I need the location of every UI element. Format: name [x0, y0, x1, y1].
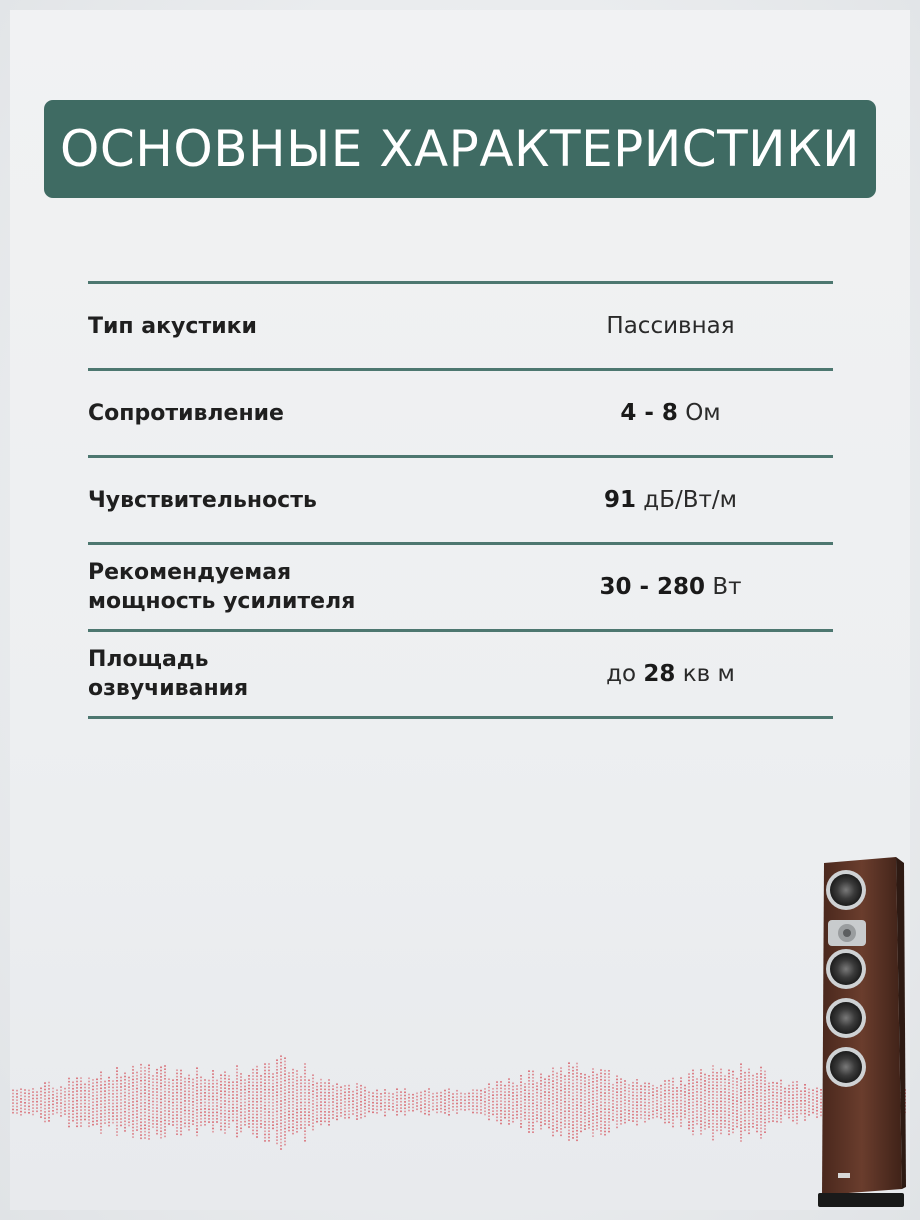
- spec-value-number: 91: [603, 487, 636, 513]
- sound-wave-bar: [752, 1075, 754, 1128]
- spec-row-power: [88, 545, 833, 629]
- sound-wave-bar: [652, 1085, 654, 1119]
- sound-wave-bar: [72, 1082, 74, 1122]
- sound-wave-bar: [624, 1080, 626, 1123]
- sound-wave-bar: [768, 1083, 770, 1123]
- sound-wave-bar: [68, 1078, 70, 1128]
- sound-wave-bar: [240, 1073, 242, 1132]
- sound-wave-bar: [456, 1090, 458, 1114]
- sound-wave-bar: [248, 1075, 250, 1128]
- sound-wave-bar: [396, 1088, 398, 1115]
- sound-wave-bar: [588, 1076, 590, 1129]
- spec-value-unit: Ом: [685, 400, 721, 426]
- sound-wave-bar: [328, 1079, 330, 1125]
- sound-wave-bar: [608, 1070, 610, 1132]
- sound-wave-bar: [400, 1091, 402, 1112]
- sound-wave-bar: [20, 1088, 22, 1115]
- sound-wave-bar: [216, 1080, 218, 1123]
- sound-wave-bar: [536, 1082, 538, 1122]
- spec-value: [508, 313, 833, 339]
- sound-wave-bar: [580, 1073, 582, 1132]
- sound-wave-bar: [336, 1083, 338, 1120]
- sound-wave-bar: [356, 1083, 358, 1120]
- sound-wave-bar: [404, 1088, 406, 1115]
- spec-label: Сопротивление: [88, 400, 284, 426]
- sound-wave-bar: [264, 1063, 266, 1141]
- sound-wave-bar: [236, 1065, 238, 1137]
- sound-wave-bar: [136, 1072, 138, 1131]
- sound-wave-bar: [436, 1092, 438, 1113]
- sound-wave-bar: [272, 1073, 274, 1129]
- sound-wave-bar: [540, 1074, 542, 1130]
- sound-wave-bar: [696, 1078, 698, 1124]
- sound-wave-bar: [376, 1090, 378, 1114]
- sound-wave-bar: [480, 1090, 482, 1114]
- sound-wave-bar: [704, 1074, 706, 1130]
- sound-wave-bar: [176, 1069, 178, 1135]
- sound-wave-bar: [472, 1089, 474, 1113]
- sound-wave-bar: [104, 1081, 106, 1124]
- spec-label: Чувствительность: [88, 487, 317, 513]
- sound-wave-bar: [196, 1067, 198, 1136]
- spec-value-number: 28: [643, 661, 676, 687]
- sound-wave-bar: [220, 1074, 222, 1130]
- sound-wave-bar: [188, 1075, 190, 1131]
- sound-wave-bar: [224, 1071, 226, 1133]
- sound-wave-bar: [48, 1082, 50, 1122]
- sound-wave-bar: [584, 1074, 586, 1130]
- sound-wave-bar: [748, 1069, 750, 1135]
- sound-wave-bar: [344, 1085, 346, 1119]
- sound-wave-bar: [476, 1090, 478, 1114]
- sound-wave-bar: [500, 1081, 502, 1124]
- sound-wave-bar: [152, 1075, 154, 1128]
- spec-value-number: 30 - 280: [599, 574, 706, 600]
- sound-wave-bar: [728, 1070, 730, 1136]
- spec-label: Тип акустики: [88, 313, 257, 339]
- sound-wave-bar: [360, 1085, 362, 1119]
- spec-value: [508, 661, 833, 687]
- sound-wave-bar: [340, 1086, 342, 1116]
- sound-wave-bar: [656, 1087, 658, 1117]
- sound-wave-bar: [304, 1063, 306, 1141]
- sound-wave-bar: [128, 1077, 130, 1127]
- sound-wave-bar: [592, 1068, 594, 1137]
- sound-wave-bar: [800, 1090, 802, 1114]
- sound-wave-bar: [108, 1077, 110, 1127]
- sound-wave-bar: [720, 1069, 722, 1135]
- sound-wave-bar: [760, 1067, 762, 1139]
- sound-wave-bar: [744, 1072, 746, 1131]
- sound-wave-bar: [516, 1085, 518, 1119]
- sound-wave-bar: [788, 1085, 790, 1119]
- sound-wave-bar: [596, 1074, 598, 1130]
- sound-wave-bar: [132, 1066, 134, 1138]
- sound-wave-bar: [808, 1089, 810, 1116]
- sound-wave-bar: [576, 1063, 578, 1141]
- spec-value-unit: Вт: [712, 574, 742, 600]
- sound-wave-bar: [732, 1071, 734, 1133]
- sound-wave-bar: [96, 1079, 98, 1125]
- sound-wave-bar: [644, 1083, 646, 1123]
- sound-wave-bar: [292, 1069, 294, 1135]
- spec-value: [508, 487, 833, 513]
- spec-label: Площадь озвучивания: [88, 647, 249, 701]
- sound-wave-bar: [408, 1094, 410, 1112]
- sound-wave-bar: [604, 1070, 606, 1136]
- sound-wave-bar: [388, 1093, 390, 1111]
- sound-wave-bar: [384, 1089, 386, 1116]
- sound-wave-bar: [164, 1065, 166, 1137]
- sound-wave-bar: [484, 1088, 486, 1115]
- sound-wave-bar: [564, 1075, 566, 1128]
- sound-wave-bar: [708, 1075, 710, 1128]
- sound-wave-bar: [280, 1055, 282, 1149]
- sound-wave-bar: [552, 1068, 554, 1137]
- sound-wave-bar: [172, 1079, 174, 1125]
- sound-wave-bar: [16, 1090, 18, 1114]
- sound-wave-bar: [492, 1088, 494, 1115]
- sound-wave-bar: [276, 1059, 278, 1144]
- sound-wave-bar: [668, 1080, 670, 1123]
- sound-wave-bar: [676, 1087, 678, 1117]
- sound-wave-bar: [640, 1085, 642, 1119]
- sound-wave-bar: [260, 1075, 262, 1128]
- sound-wave-bar: [112, 1080, 114, 1123]
- sound-wave-bar: [804, 1084, 806, 1121]
- sound-wave-bar: [416, 1093, 418, 1111]
- sound-wave-bar: [412, 1094, 414, 1112]
- sound-wave-bar: [160, 1067, 162, 1139]
- page-title: ОСНОВНЫЕ ХАРАКТЕРИСТИКИ: [60, 120, 860, 178]
- sound-wave-bar: [636, 1079, 638, 1125]
- sound-wave-bar: [772, 1082, 774, 1122]
- sound-wave-bar: [308, 1079, 310, 1125]
- sound-wave-bar: [312, 1074, 314, 1130]
- sound-wave-bar: [724, 1075, 726, 1128]
- sound-wave-bar: [684, 1085, 686, 1119]
- sound-wave-bar: [612, 1084, 614, 1121]
- sound-wave-bar: [352, 1091, 354, 1115]
- sound-wave-bar: [712, 1065, 714, 1140]
- spec-value-unit: дБ/Вт/м: [643, 487, 738, 513]
- sound-wave-bar: [432, 1093, 434, 1111]
- sound-wave-bar: [512, 1083, 514, 1123]
- sound-wave-bar: [256, 1066, 258, 1138]
- sound-wave-bar: [620, 1078, 622, 1124]
- sound-wave-bar: [628, 1084, 630, 1121]
- sound-wave-bar: [756, 1073, 758, 1132]
- spec-row-sensitivity: [88, 458, 833, 542]
- sound-wave-bar: [184, 1078, 186, 1128]
- sound-wave-bar: [568, 1062, 570, 1140]
- spec-value: [508, 574, 833, 600]
- sound-wave-bar: [232, 1081, 234, 1121]
- sound-wave-bar: [812, 1089, 814, 1113]
- sound-wave-bar: [40, 1088, 42, 1118]
- sound-wave-bar: [120, 1077, 122, 1127]
- title-banner: [44, 100, 876, 198]
- sound-wave-bar: [560, 1067, 562, 1136]
- spec-value-unit: Пассивная: [606, 313, 735, 339]
- sound-wave-bar: [688, 1073, 690, 1129]
- sound-wave-bar: [300, 1076, 302, 1129]
- sound-wave-bar: [372, 1092, 374, 1113]
- sound-wave-bar: [700, 1069, 702, 1135]
- sound-wave-bar: [28, 1090, 30, 1114]
- sound-wave-bar: [364, 1087, 366, 1117]
- sound-wave-bar: [444, 1090, 446, 1114]
- sound-wave-bar: [12, 1090, 14, 1114]
- sound-wave-bar: [448, 1088, 450, 1115]
- sound-wave-bar: [168, 1078, 170, 1124]
- floor-speaker-icon: [816, 853, 906, 1209]
- sound-wave-bar: [368, 1092, 370, 1113]
- sound-wave-bar: [380, 1093, 382, 1111]
- sound-wave-bar: [716, 1072, 718, 1131]
- sound-wave-bar: [632, 1082, 634, 1122]
- sound-wave-bar: [524, 1083, 526, 1120]
- sound-wave-icon: [10, 1040, 910, 1170]
- sound-wave-bar: [24, 1089, 26, 1113]
- sound-wave-bar: [64, 1088, 66, 1115]
- sound-wave-bar: [648, 1083, 650, 1120]
- sound-wave-bar: [764, 1071, 766, 1133]
- sound-wave-bar: [92, 1079, 94, 1125]
- sound-wave-bar: [528, 1070, 530, 1132]
- sound-wave-bar: [316, 1083, 318, 1123]
- spec-value: [508, 400, 833, 426]
- table-divider: [88, 716, 833, 719]
- sound-wave-bar: [792, 1082, 794, 1122]
- sound-wave-bar: [52, 1088, 54, 1115]
- sound-wave-bar: [392, 1093, 394, 1111]
- sound-wave-bar: [192, 1079, 194, 1125]
- spec-value-unit: кв м: [682, 661, 735, 687]
- sound-wave-bar: [212, 1070, 214, 1132]
- sound-wave-bar: [488, 1083, 490, 1120]
- spec-value-number: 4 - 8: [620, 400, 678, 426]
- sound-wave-bar: [428, 1088, 430, 1115]
- spec-row-type: [88, 284, 833, 368]
- sound-wave-bar: [268, 1063, 270, 1141]
- spec-value-prefix: до: [606, 661, 637, 687]
- sound-wave-bar: [32, 1088, 34, 1115]
- sound-wave-bar: [796, 1081, 798, 1124]
- sound-wave-bar: [200, 1077, 202, 1127]
- sound-wave-bar: [324, 1082, 326, 1122]
- sound-wave-bar: [80, 1077, 82, 1127]
- sound-wave-bar: [296, 1070, 298, 1132]
- sound-wave-bar: [180, 1070, 182, 1136]
- sound-wave-bar: [548, 1076, 550, 1129]
- sound-wave-bar: [680, 1077, 682, 1127]
- sound-wave-bar: [776, 1082, 778, 1122]
- sound-wave-bar: [208, 1080, 210, 1123]
- sound-wave-bar: [84, 1084, 86, 1121]
- sound-wave-bar: [600, 1069, 602, 1135]
- sound-wave-bar: [664, 1080, 666, 1123]
- sound-wave-bar: [156, 1069, 158, 1135]
- sound-wave-bar: [460, 1093, 462, 1111]
- sound-wave-bar: [148, 1065, 150, 1140]
- sound-wave-bar: [468, 1093, 470, 1111]
- sound-wave-bar: [252, 1069, 254, 1135]
- spec-label: Рекомендуемая мощность усилителя: [88, 560, 356, 614]
- sound-wave-bar: [452, 1093, 454, 1111]
- sound-wave-bar: [88, 1078, 90, 1128]
- sound-wave-bar: [204, 1079, 206, 1125]
- sound-wave-bar: [672, 1078, 674, 1128]
- sound-wave-bar: [784, 1088, 786, 1115]
- sound-wave-bar: [504, 1085, 506, 1119]
- sound-wave-bar: [60, 1086, 62, 1116]
- sound-wave-bar: [144, 1067, 146, 1139]
- sound-wave-bar: [36, 1091, 38, 1112]
- sound-wave-bar: [320, 1079, 322, 1125]
- sound-wave-bar: [520, 1075, 522, 1128]
- sound-wave-bar: [76, 1078, 78, 1128]
- sound-wave-bar: [424, 1091, 426, 1115]
- sound-wave-bar: [660, 1085, 662, 1119]
- sound-wave-bar: [348, 1085, 350, 1119]
- sound-wave-bar: [544, 1078, 546, 1124]
- sound-wave-bar: [692, 1070, 694, 1136]
- sound-wave-bar: [780, 1080, 782, 1123]
- sound-wave-bar: [228, 1075, 230, 1128]
- sound-wave-bar: [572, 1067, 574, 1139]
- sound-wave-bar: [464, 1093, 466, 1111]
- sound-wave-bar: [532, 1071, 534, 1133]
- sound-wave-bar: [440, 1092, 442, 1113]
- sound-wave-bar: [56, 1089, 58, 1113]
- sound-wave-bar: [124, 1073, 126, 1132]
- sound-wave-bar: [616, 1075, 618, 1128]
- spec-row-area: [88, 632, 833, 716]
- sound-wave-bar: [288, 1072, 290, 1131]
- sound-wave-bar: [556, 1073, 558, 1132]
- sound-wave-bar: [44, 1082, 46, 1122]
- sound-wave-bar: [116, 1067, 118, 1136]
- sound-wave-bar: [332, 1085, 334, 1119]
- sound-wave-bar: [284, 1057, 286, 1145]
- sound-wave-bar: [100, 1072, 102, 1134]
- sound-wave-bar: [736, 1078, 738, 1128]
- sound-wave-bar: [508, 1078, 510, 1124]
- sound-wave-bar: [420, 1092, 422, 1113]
- spec-row-impedance: [88, 371, 833, 455]
- sound-wave-bar: [244, 1079, 246, 1125]
- sound-wave-bar: [740, 1063, 742, 1141]
- sound-wave-bar: [496, 1081, 498, 1121]
- sound-wave-bar: [140, 1064, 142, 1139]
